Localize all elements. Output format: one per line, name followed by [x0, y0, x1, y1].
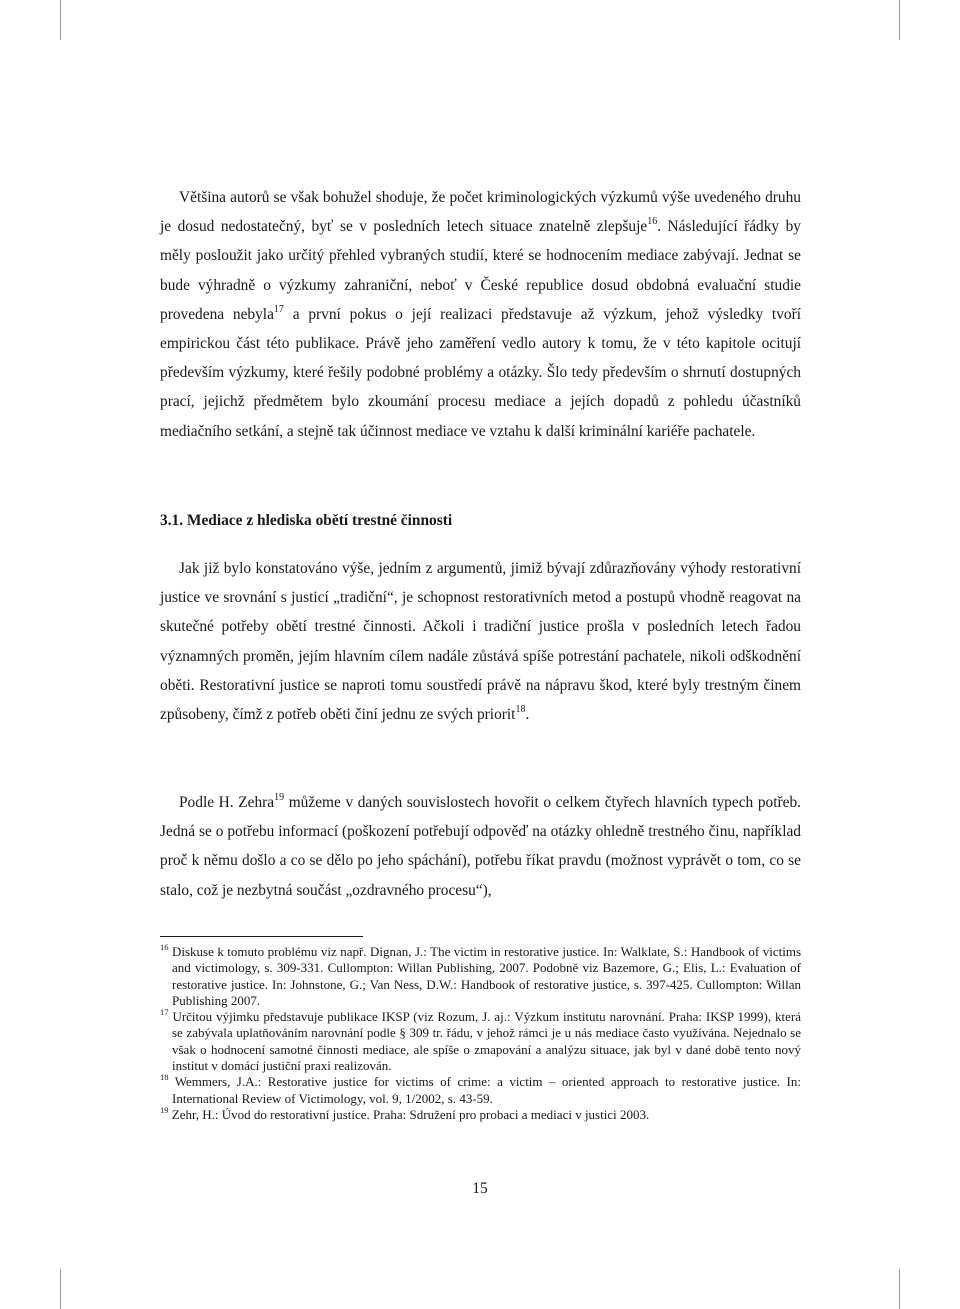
- footnote-ref-18[interactable]: 18: [515, 703, 526, 715]
- footnote-separator: [160, 936, 363, 937]
- paragraph-1-text-a: Většina autorů se však bohužel shoduje, že počet kriminologických výzkumů výše uvedeného druhu je dosud nedostatečný, byť se v posledních letech situace znatelně zlepšuje: [160, 189, 801, 236]
- footnote-number: 16: [160, 941, 169, 952]
- footnote-text: Diskuse k tomuto problému viz např. Dignan, J.: The victim in restorative justice. In: Walklate, S.: Handbook of victims and victimology, s. 309-331. Cullompton: Willan Publishing, 2007. Podobně viz Bazemore, G.; Elis, L.: Evaluation of restorative justice. In: Johnstone, G.; Van Ness, D.W.: Handbook of restorative justice, s. 397-425. Cullompton: Willan Publishing 2007.: [171, 944, 802, 1008]
- paragraph-1: [160, 183, 801, 446]
- paragraph-3-text-b: můžeme v daných souvislostech hovořit o celkem čtyřech hlavních typech potřeb. Jedná se o potřebu informací (poškození potřebují odpověď na otázky ohledně trestného činu, například proč k němu došlo a co se dělo po jeho spáchání), potřebu říkat pravdu (možnost vyprávět o tom, co se stalo, což je nezbytná součást „ozdravného procesu“),: [160, 794, 801, 899]
- paragraph-1-text-c: a první pokus o její realizaci představuje až výzkum, jehož výsledky tvoří empirickou část této publikace. Právě jeho zaměření vedlo autory k tomu, že v této kapitole ocitují především výzkumy, které řešily podobné problémy a otázky. Šlo tedy především o shrnutí dostupných prací, jejichž předmětem bylo zkoumání procesu mediace a jejích dopadů z pohledu účastníků mediačního setkání, a stejně tak účinnost mediace ve vztahu k další kriminální kariéře pachatele.: [160, 305, 802, 440]
- paragraph-3: [160, 788, 801, 905]
- page-number: 15: [472, 1180, 488, 1197]
- footnote-ref-19[interactable]: 19: [274, 791, 285, 803]
- crop-mark-bottom-left: [60, 1269, 61, 1309]
- footnote-ref-16[interactable]: 16: [647, 216, 658, 228]
- footnote-ref-17[interactable]: 17: [273, 303, 284, 315]
- footnote-19: [160, 1104, 801, 1123]
- footnote-number: 18: [160, 1072, 169, 1083]
- paragraph-2-text-b: .: [525, 706, 530, 724]
- paragraph-2-text-a: Jak již bylo konstatováno výše, jedním z argumentů, jimiž bývají zdůrazňovány výhody restorativní justice ve srovnání s justicí „tradiční“, je schopnost restorativních metod a postupů vhodně reagovat na skutečné potřeby obětí trestné činnosti. Ačkoli i tradiční justice prošla v posledních letech řadou významných proměn, jejím hlavním cílem nadále zůstává spíše potrestání pachatele, nikoli odškodnění oběti. Restorativní justice se naproti tomu soustředí právě na nápravu škod, které byly trestným činem způsobeny, čímž z potřeb oběti činí jednu ze svých priorit: [160, 560, 801, 724]
- footnote-text: Wemmers, J.A.: Restorative justice for victims of crime: a victim – oriented approach to restorative justice. In: International Review of Victimology, vol. 9, 1/2002, s. 43-59.: [172, 1074, 801, 1106]
- paragraph-2: [160, 554, 801, 729]
- footnote-number: 17: [160, 1006, 169, 1017]
- footnotes: [160, 941, 802, 1123]
- footnote-17: [160, 1006, 801, 1074]
- paragraph-1-text-b: . Následující řádky by měly posloužit jako určitý přehled vybraných studií, které se hodnocením mediace zabývají. Jednat se bude výhradně o výzkumy zahraniční, neboť v České republice dosud obdobná evaluační studie provedena nebyla: [160, 218, 801, 323]
- section-heading: 3.1. Mediace z hlediska obětí trestné činnosti: [160, 512, 453, 529]
- paragraph-3-text-a: Podle H. Zehra: [179, 794, 275, 811]
- footnote-18: [160, 1074, 801, 1107]
- footnote-text: Určitou výjimku představuje publikace IKSP (viz Rozum, J. aj.: Výzkum institutu narovnání. Praha: IKSP 1999), která se zabývala uplatňováním narovnání podle § 309 tr. řádu, v jehož rámci je u nás mediace často využívána. Nejednalo se však o hodnocení samotné činnosti mediace, ale spíše o zmapování a analýzu situace, jak byl v dané době tento nový institut v domácí justiční praxi realizován.: [172, 1009, 801, 1074]
- footnote-text: Zehr, H.: Úvod do restorativní justice. Praha: Sdružení pro probaci a mediaci v justici 2003.: [171, 1106, 650, 1122]
- crop-mark-top-left: [60, 0, 61, 40]
- footnote-number: 19: [160, 1104, 169, 1115]
- crop-mark-top-right: [899, 0, 900, 40]
- crop-mark-bottom-right: [899, 1269, 900, 1309]
- footnote-16: [160, 941, 802, 1009]
